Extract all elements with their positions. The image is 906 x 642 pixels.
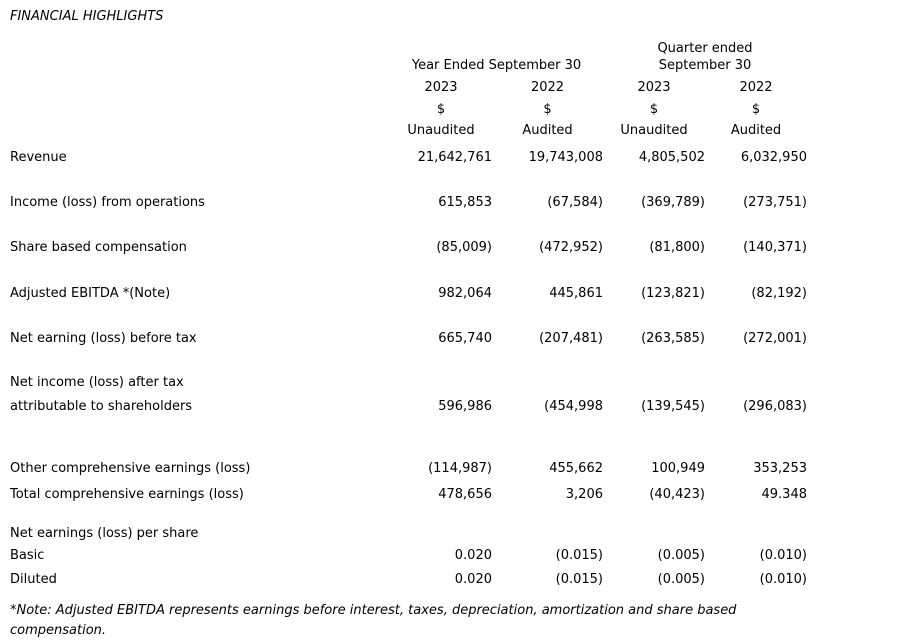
table-row-total-comprehensive-earnings [0, 486, 906, 503]
row-label: Net income (loss) after tax [10, 375, 184, 390]
cell-value: (67,584) [547, 195, 603, 210]
header-row-currency [0, 101, 906, 118]
currency-header-3: $ [649, 102, 659, 117]
table-row-basic [0, 547, 906, 564]
cell-value: 445,861 [549, 286, 603, 301]
row-label: Diluted [10, 572, 57, 587]
audit-status-header-4: Audited [730, 123, 782, 138]
footnote: *Note: Adjusted EBITDA represents earnings before interest, taxes, depreciation, amortization and share based compensation. [10, 603, 737, 638]
cell-value: (263,585) [641, 331, 705, 346]
table-row-revenue [0, 149, 906, 166]
cell-value: (0.015) [555, 572, 603, 587]
row-label: Net earning (loss) before tax [10, 331, 197, 346]
cell-value: (472,952) [539, 240, 603, 255]
cell-value: (40,423) [649, 487, 705, 502]
table-row-adjusted-ebitda [0, 285, 906, 302]
cell-value: 596,986 [438, 399, 492, 414]
cell-value: (0.005) [657, 548, 705, 563]
year-header-1: 2023 [424, 80, 458, 95]
row-label: Revenue [10, 150, 67, 165]
cell-value: (81,800) [649, 240, 705, 255]
row-label: Adjusted EBITDA *(Note) [10, 286, 171, 301]
audit-status-header-3: Unaudited [620, 123, 688, 138]
cell-value: (454,998 [544, 399, 603, 414]
cell-value: (0.015) [555, 548, 603, 563]
cell-value: 478,656 [438, 487, 492, 502]
cell-value: 6,032,950 [740, 150, 807, 165]
col-group-year-ended: Year Ended September 30 [411, 58, 582, 73]
cell-value: (0.005) [657, 572, 705, 587]
cell-value: 0.020 [454, 548, 492, 563]
table-row-net-earnings-per-share [0, 525, 906, 542]
cell-value: 665,740 [438, 331, 492, 346]
header-row-period-groups [0, 57, 906, 74]
cell-value: 100,949 [651, 461, 705, 476]
cell-value: (0.010) [759, 572, 807, 587]
row-label: Net earnings (loss) per share [10, 526, 199, 541]
currency-header-2: $ [543, 102, 552, 117]
cell-value: 4,805,502 [638, 150, 705, 165]
cell-value: (82,192) [751, 286, 807, 301]
cell-value: (114,987) [428, 461, 492, 476]
cell-value: 21,642,761 [417, 150, 492, 165]
col-group-quarter-ended-line2: September 30 [658, 58, 752, 73]
col-group-quarter-ended-line1: Quarter ended [657, 41, 753, 56]
currency-header-1: $ [436, 102, 446, 117]
row-label: Share based compensation [10, 240, 187, 255]
cell-value: 353,253 [753, 461, 807, 476]
audit-status-header-2: Audited [522, 123, 573, 138]
year-header-2: 2022 [530, 80, 565, 95]
cell-value: 19,743,008 [528, 150, 603, 165]
table-row-other-comprehensive-earnings [0, 460, 906, 477]
header-row-years [0, 79, 906, 96]
row-label: attributable to shareholders [10, 399, 193, 414]
row-label: Total comprehensive earnings (loss) [10, 487, 244, 502]
cell-value: 615,853 [438, 195, 492, 210]
cell-value: (369,789) [641, 195, 705, 210]
row-label: Income (loss) from operations [10, 195, 205, 210]
cell-value: 3,206 [565, 487, 603, 502]
cell-value: 49.348 [761, 487, 807, 502]
cell-value: (273,751) [743, 195, 807, 210]
cell-value: 982,064 [438, 286, 492, 301]
page-title: FINANCIAL HIGHLIGHTS [10, 9, 164, 24]
row-label: Other comprehensive earnings (loss) [10, 461, 251, 476]
cell-value: (123,821) [641, 286, 705, 301]
audit-status-header-1: Unaudited [407, 123, 475, 138]
cell-value: 0.020 [454, 572, 492, 587]
table-row-share-based-compensation [0, 239, 906, 256]
row-label: Basic [10, 548, 45, 563]
cell-value: (140,371) [743, 240, 807, 255]
currency-header-4: $ [751, 102, 761, 117]
cell-value: (207,481) [539, 331, 603, 346]
cell-value: 455,662 [549, 461, 603, 476]
table-row-net-income-after-tax-line2 [0, 398, 906, 415]
cell-value: (296,083) [743, 399, 807, 414]
cell-value: (0.010) [759, 548, 807, 563]
header-row-audit [0, 122, 906, 139]
table-row-net-income-after-tax-line1 [0, 374, 906, 391]
year-header-3: 2023 [637, 80, 671, 95]
cell-value: (85,009) [436, 240, 492, 255]
header-row-quarter-group [0, 40, 906, 57]
cell-value: (272,001) [743, 331, 807, 346]
year-header-4: 2022 [739, 80, 773, 95]
table-row-net-earning-before-tax [0, 330, 906, 347]
table-row-diluted [0, 571, 906, 588]
table-row-income-from-operations [0, 194, 906, 211]
cell-value: (139,545) [641, 399, 705, 414]
